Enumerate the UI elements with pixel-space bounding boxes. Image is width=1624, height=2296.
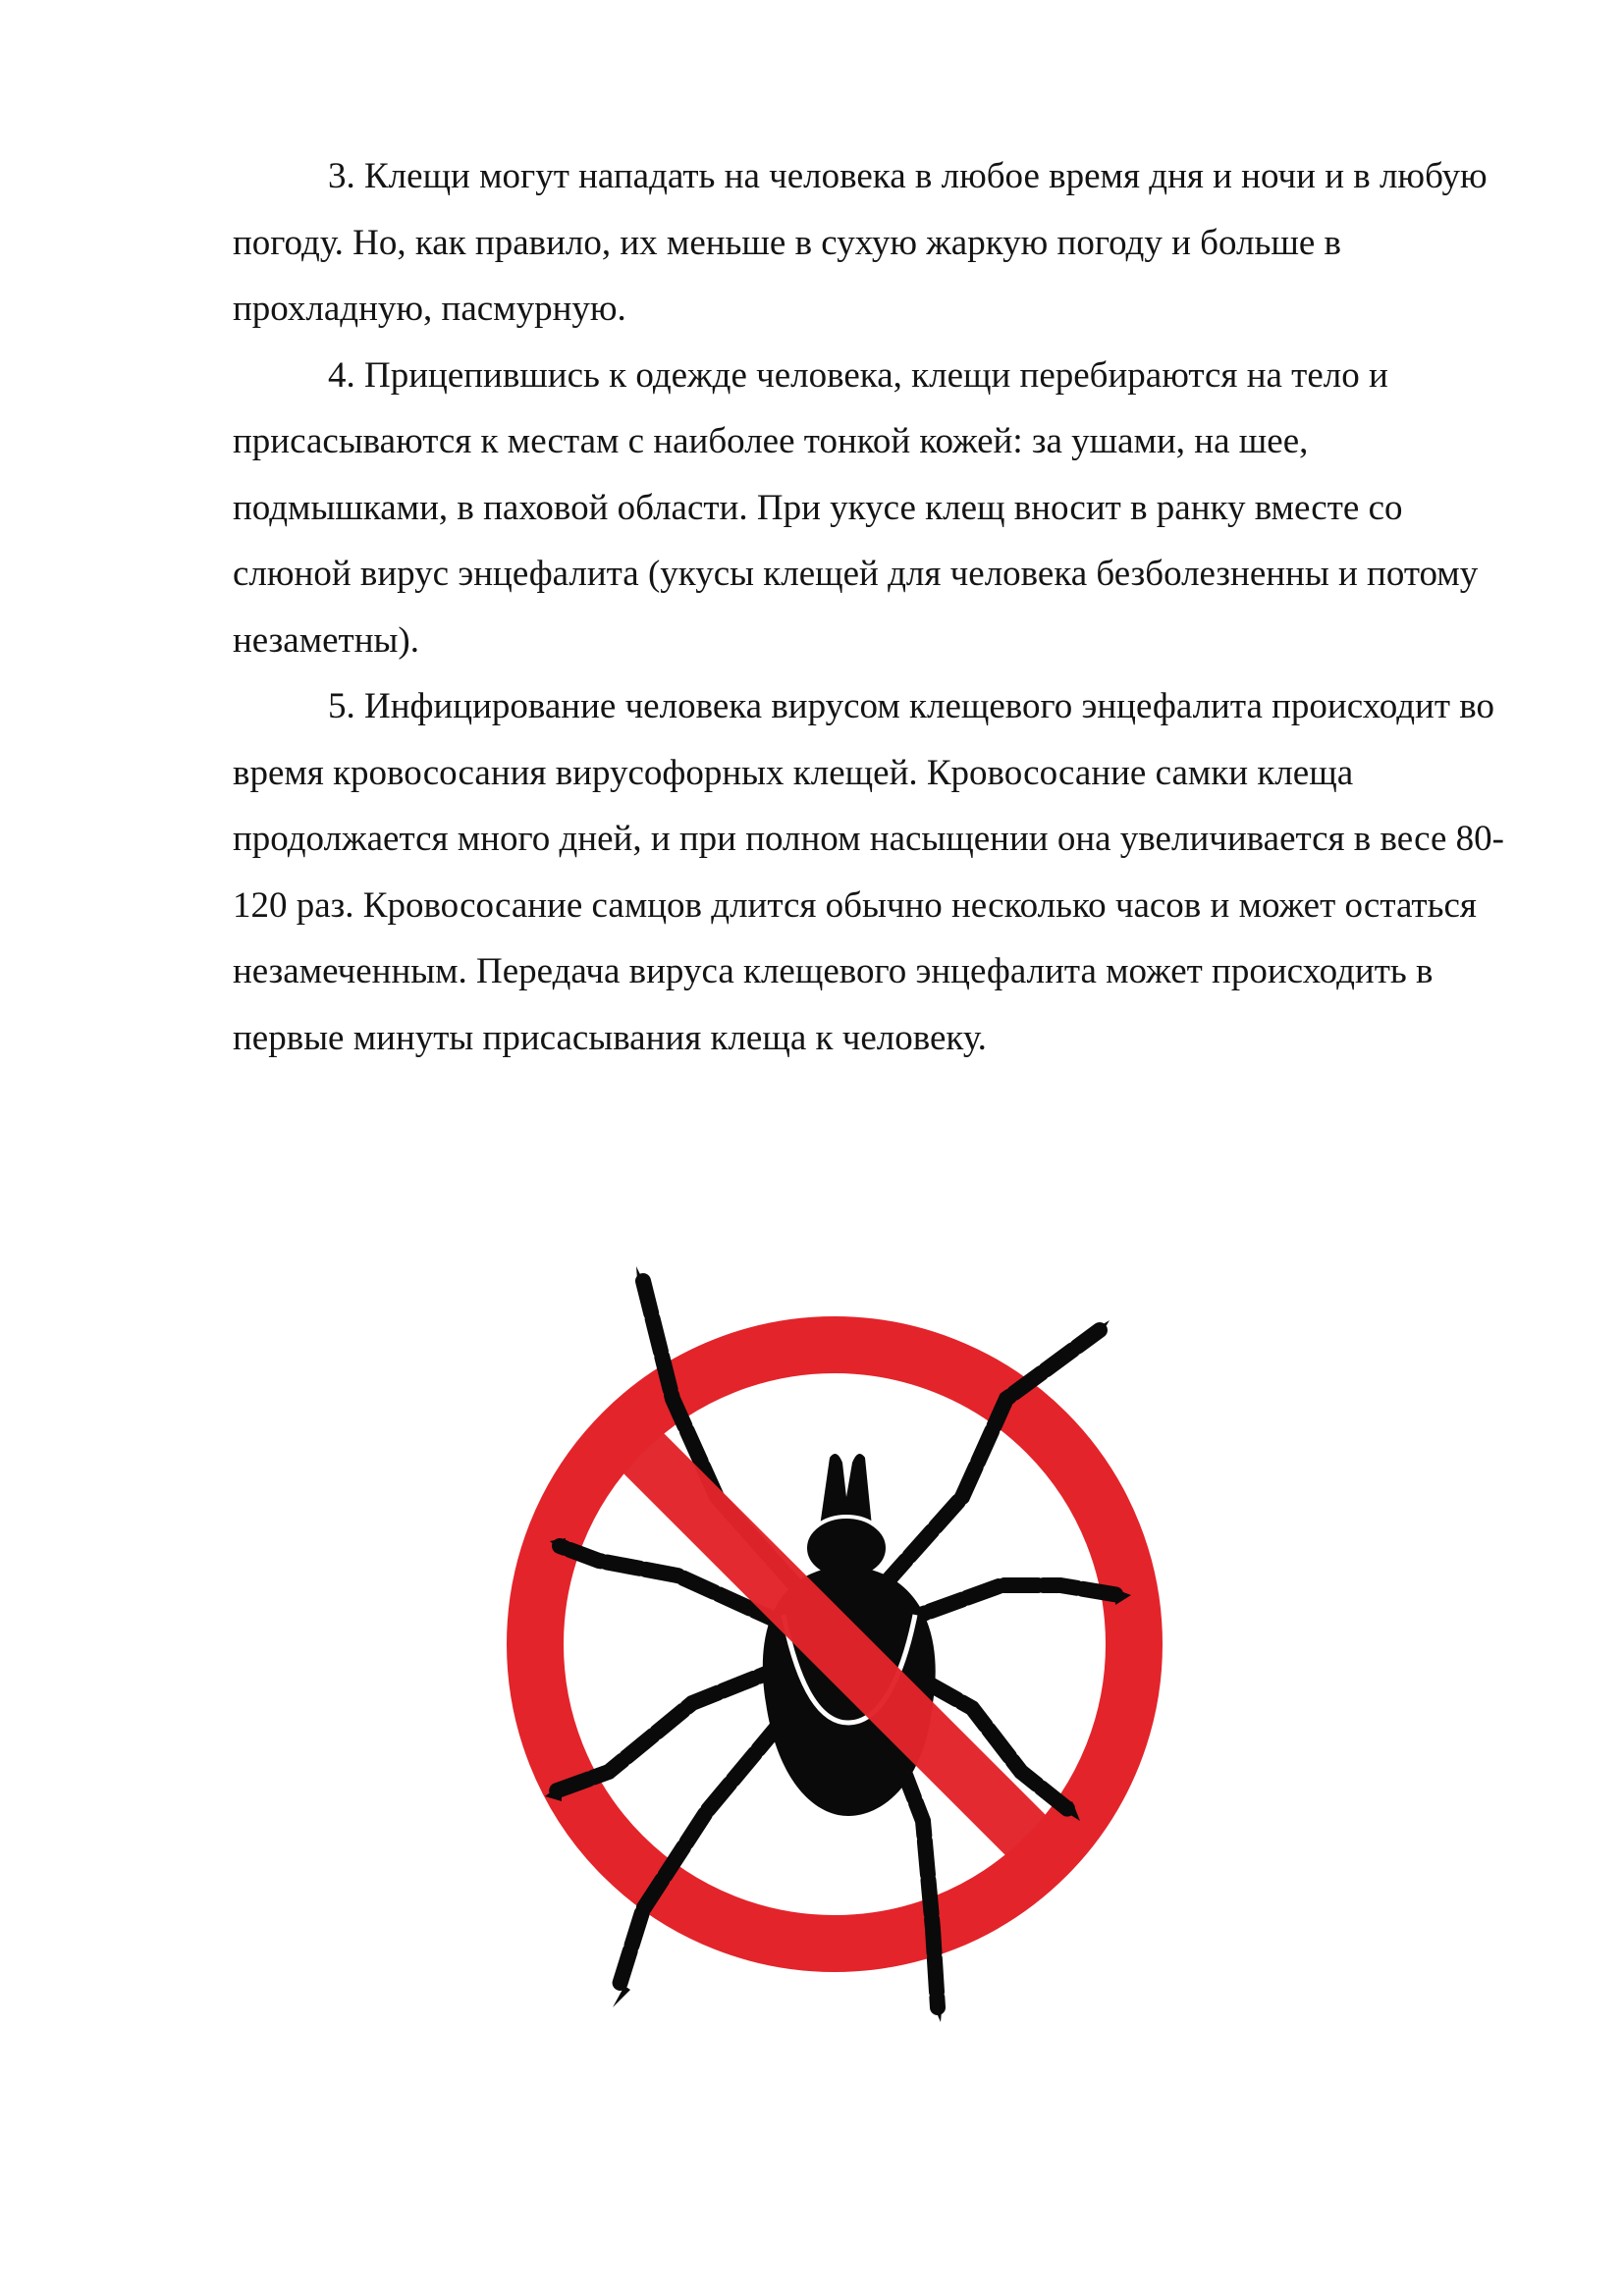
no-ticks-prohibition-sign-icon <box>471 1261 1178 2027</box>
leg-third-left <box>555 1664 790 1791</box>
document-body <box>233 143 1519 1071</box>
paragraph-5: 5. Инфицирование человека вирусом клещевого энцефалита происходит во время кровососания вирусофорных клещей. Кровососание самки клеща продолжается много дней, и при полном насыщении она увеличивается в весе 80-120 раз. Кровососание самцов длится обычно несколько часов и может остаться незамеченным. Передача вируса клещевого энцефалита может происходить в первые минуты присасывания клеща к человеку. <box>233 686 1504 1058</box>
leg-second-right <box>893 1585 1119 1625</box>
paragraph-3: 3. Клещи могут нападать на человека в любое время дня и ночи и в любую погоду. Но, как правило, их меньше в сухую жаркую погоду и больше в прохладную, пасмурную. <box>233 156 1488 329</box>
paragraph-4: 4. Прицепившись к одежде человека, клещи перебираются на тело и присасываются к местам с наиболее тонкой кожей: за ушами, на шее, подмышками, в паховой области. При укусе клещ вносит в ранку вместе со слюной вирус энцефалита (укусы клещей для человека безболезненны и потому незаметны). <box>233 354 1479 661</box>
